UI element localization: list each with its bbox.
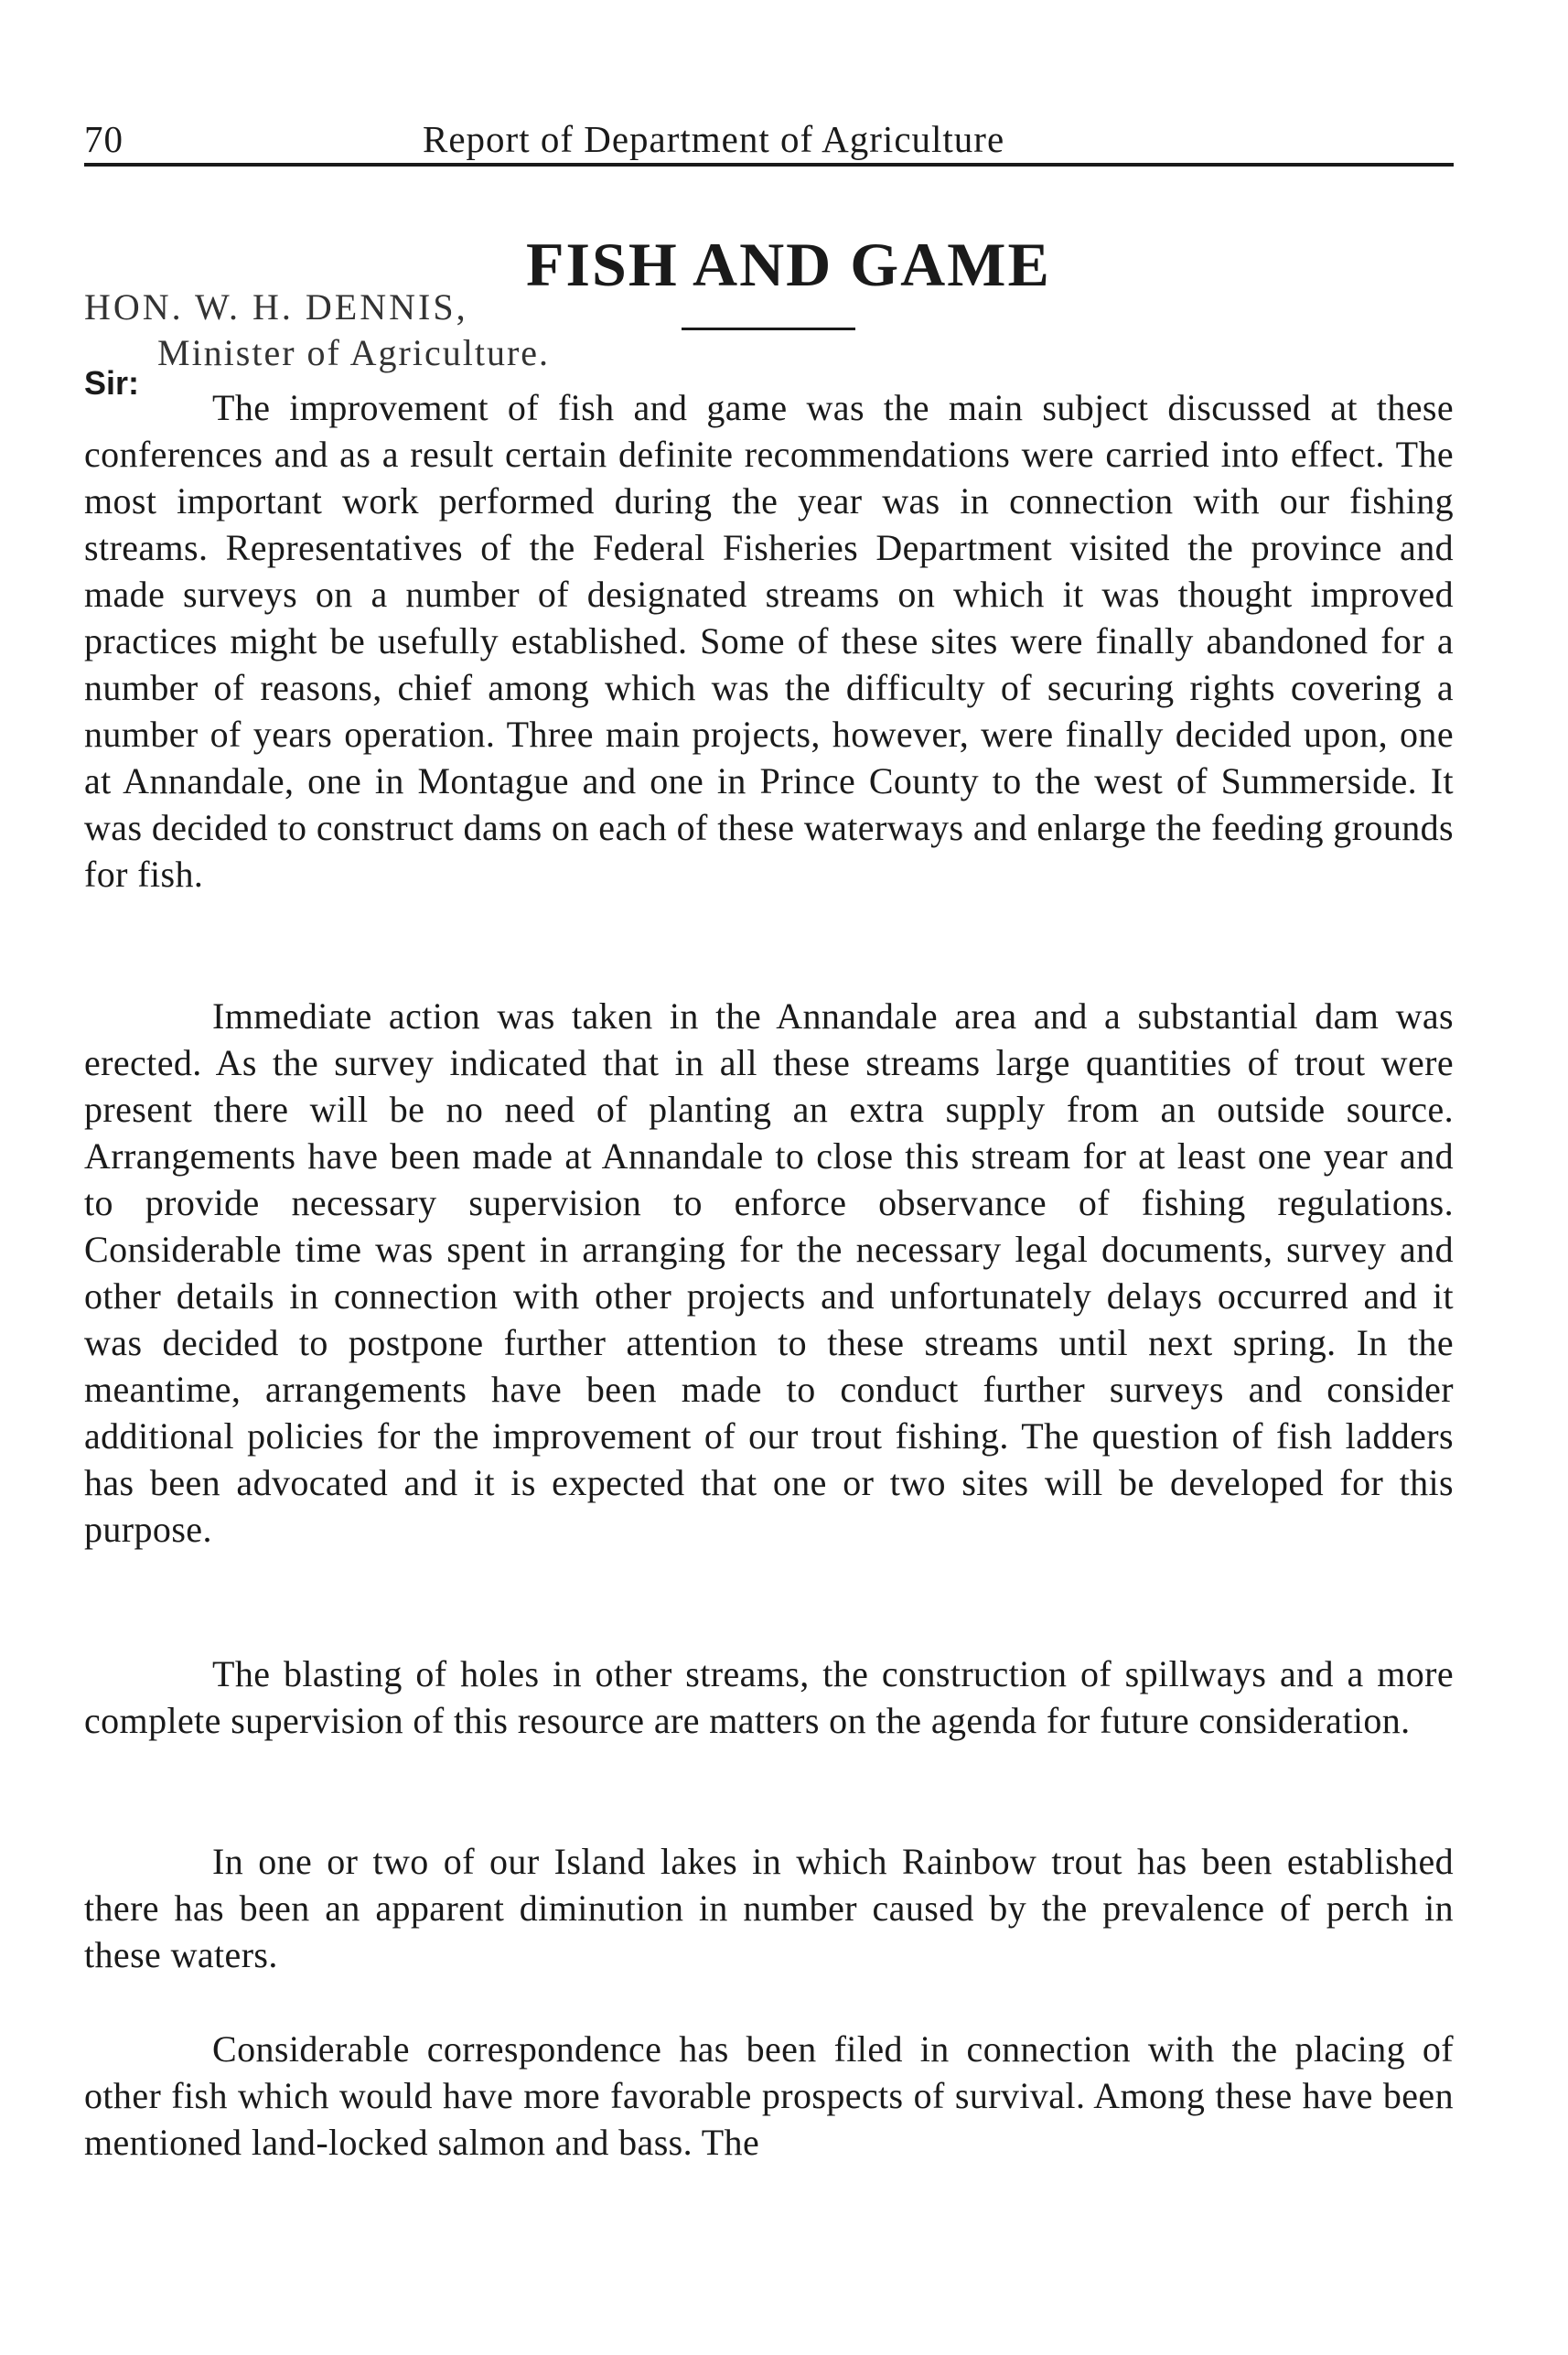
body-paragraph: The blasting of holes in other streams, the construction of spillways and a more complete supervision of this resource are matters on the agenda for future consideration.	[84, 1653, 1454, 1741]
body-paragraph: Considerable correspondence has been filed in connection with the placing of other fish which would have more favorable prospects of survival. Among these have been mentioned land-locked salmon and bass. The	[84, 2028, 1454, 2163]
running-title: Report of Department of Agriculture	[423, 118, 1005, 160]
body-paragraph: Immediate action was taken in the Annandale area and a substantial dam was erected. As the survey indicated that in all these streams large quantities of trout were present there will be no need of planting an extra supply from an outside source. Arrangements have been made at Annandale to close this stream for at least one year and to provide necessary supervision to enforce observance of fishing regulations. Considerable time was spent in arranging for the necessary legal documents, survey and other details in connection with other projects and unfortunately delays occurred and it was decided to postpone further attention to these streams until next spring. In the meantime, arrangements have been made to conduct further surveys and consider additional policies for the improvement of our trout fishing. The question of fish ladders has been advocated and it is expected that one or two sites will be developed for this purpose.	[84, 995, 1454, 1550]
body-paragraph: In one or two of our Island lakes in which Rainbow trout has been established there has been an apparent diminution in number caused by the prevalence of perch in these waters.	[84, 1841, 1454, 1975]
section-title: FISH AND GAME	[526, 230, 1051, 299]
running-header	[84, 108, 1454, 165]
header-rule	[84, 163, 1454, 167]
body-paragraph: The improvement of fish and game was the main subject discussed at these conferences and as a result certain definite recommendations were carried into effect. The most important work performed during the year was in connection with our fishing streams. Representatives of the Federal Fisheries Department visited the province and made surveys on a number of designated streams on which it was thought improved practices might be usefully established. Some of these sites were finally abandoned for a number of reasons, chief among which was the difficulty of securing rights covering a number of years operation. Three main projects, however, were finally decided upon, one at Annandale, one in Montague and one in Prince County to the west of Summerside. It was decided to construct dams on each of these waterways and enlarge the feeding grounds for fish.	[84, 387, 1454, 895]
addressee-name: HON. W. H. DENNIS,	[84, 286, 468, 328]
addressee-title: Minister of Agriculture.	[157, 332, 551, 373]
title-rule	[682, 328, 855, 330]
salutation: Sir:	[84, 364, 140, 402]
page-number: 70	[84, 118, 124, 160]
